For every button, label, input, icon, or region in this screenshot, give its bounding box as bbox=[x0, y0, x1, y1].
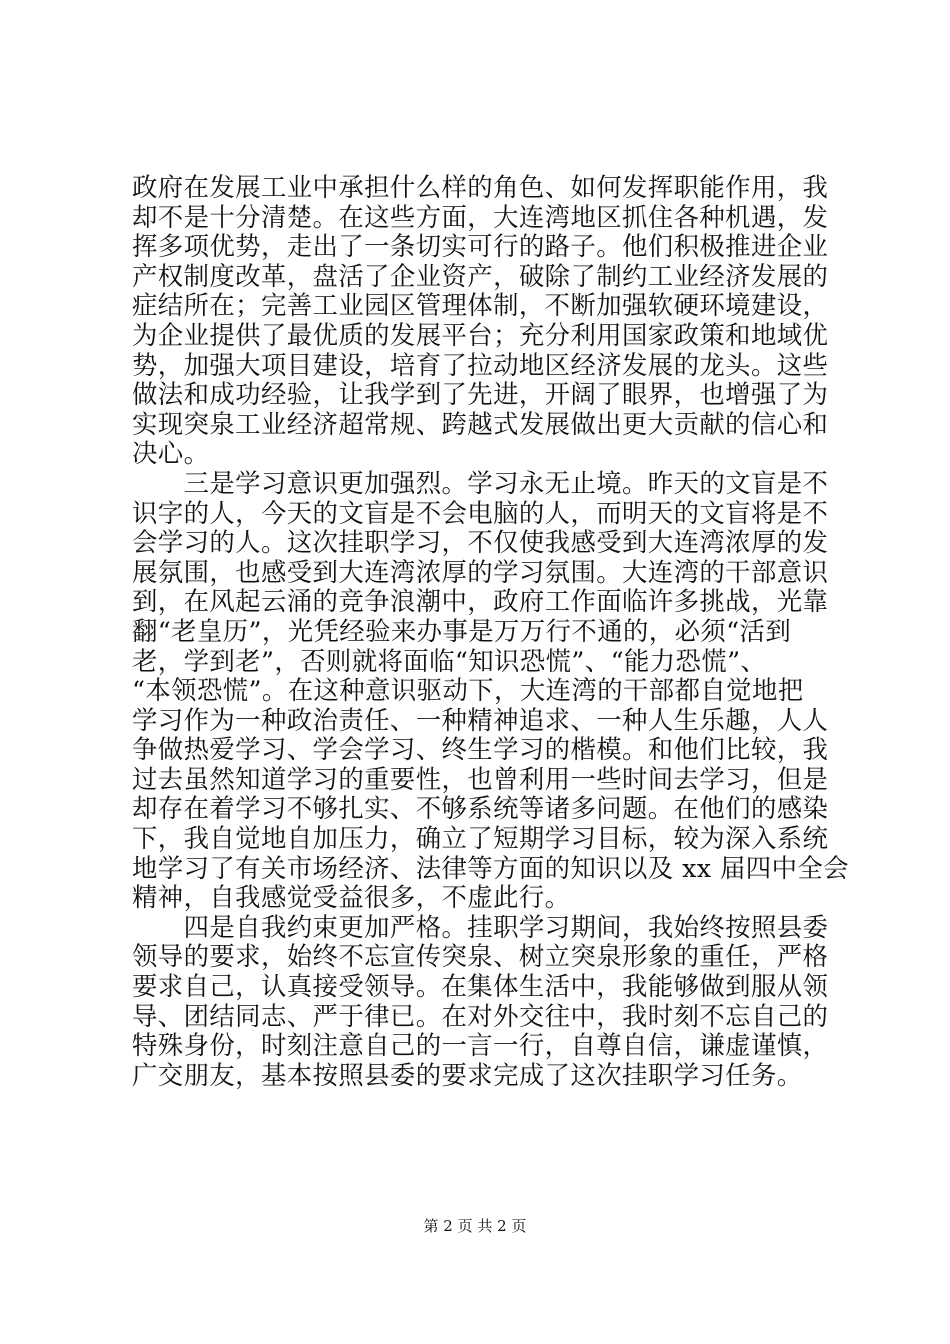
text-line: 却不是十分清楚。在这些方面，大连湾地区抓住各种机遇，发 bbox=[132, 201, 829, 232]
text-line: 要求自己，认真接受领导。在集体生活中，我能够做到服从领 bbox=[132, 971, 829, 1002]
text-line: 下，我自觉地自加压力，确立了短期学习目标，较为深入系统 bbox=[132, 823, 829, 854]
text-line: “本领恐慌”。在这种意识驱动下，大连湾的干部都自觉地把 bbox=[132, 675, 804, 706]
text-line: 势，加强大项目建设，培育了拉动地区经济发展的龙头。这些 bbox=[132, 349, 829, 380]
text-line: 实现突泉工业经济超常规、跨越式发展做出更大贡献的信心和 bbox=[132, 408, 829, 439]
text-line: 挥多项优势，走出了一条切实可行的路子。他们积极推进企业 bbox=[132, 231, 829, 262]
document-body bbox=[132, 172, 849, 1090]
text-line: 三是学习意识更加强烈。学习永无止境。昨天的文盲是不 bbox=[132, 467, 829, 498]
text-line: 导、团结同志、严于律已。在对外交往中，我时刻不忘自己的 bbox=[132, 1000, 829, 1031]
text-line: 识字的人，今天的文盲是不会电脑的人，而明天的文盲将是不 bbox=[132, 497, 829, 528]
text-line: 地学习了有关市场经济、法律等方面的知识以及 xx 届四中全会 bbox=[132, 852, 849, 883]
text-line: 领导的要求，始终不忘宣传突泉、树立突泉形象的重任，严格 bbox=[132, 941, 829, 972]
text-line: 精神，自我感觉受益很多，不虚此行。 bbox=[132, 882, 571, 913]
text-line: 展氛围，也感受到大连湾浓厚的学习氛围。大连湾的干部意识 bbox=[132, 556, 829, 587]
text-line: 做法和成功经验，让我学到了先进，开阔了眼界，也增强了为 bbox=[132, 379, 829, 410]
text-line: 到，在风起云涌的竞争浪潮中，政府工作面临许多挑战，光靠 bbox=[132, 586, 829, 617]
text-line: 广交朋友，基本按照县委的要求完成了这次挂职学习任务。 bbox=[132, 1059, 803, 1090]
text-line: 学习作为一种政治责任、一种精神追求、一种人生乐趣，人人 bbox=[132, 704, 829, 735]
text-line: 特殊身份，时刻注意自己的一言一行，自尊自信，谦虚谨慎， bbox=[132, 1030, 829, 1061]
page-footer: 第 2 页 共 2 页 bbox=[423, 1217, 527, 1235]
text-line: 老，学到老”，否则就将面临“知识恐慌”、“能力恐慌”、 bbox=[132, 645, 767, 676]
text-line: 会学习的人。这次挂职学习，不仅使我感受到大连湾浓厚的发 bbox=[132, 527, 829, 558]
text-line: 症结所在；完善工业园区管理体制，不断加强软硬环境建设， bbox=[132, 290, 829, 321]
text-line: 争做热爱学习、学会学习、终生学习的楷模。和他们比较，我 bbox=[132, 734, 829, 765]
text-line: 产权制度改革，盘活了企业资产，破除了制约工业经济发展的 bbox=[132, 260, 829, 291]
text-line: 政府在发展工业中承担什么样的角色、如何发挥职能作用，我 bbox=[132, 172, 829, 202]
text-line: 决心。 bbox=[132, 438, 210, 469]
text-line: 却存在着学习不够扎实、不够系统等诸多问题。在他们的感染 bbox=[132, 793, 829, 824]
text-line: 翻“老皇历”，光凭经验来办事是万万行不通的，必须“活到 bbox=[132, 615, 792, 646]
text-line: 四是自我约束更加严格。挂职学习期间，我始终按照县委 bbox=[132, 911, 829, 942]
text-line: 过去虽然知道学习的重要性，也曾利用一些时间去学习，但是 bbox=[132, 763, 829, 794]
text-line: 为企业提供了最优质的发展平台；充分利用国家政策和地域优 bbox=[132, 319, 829, 350]
